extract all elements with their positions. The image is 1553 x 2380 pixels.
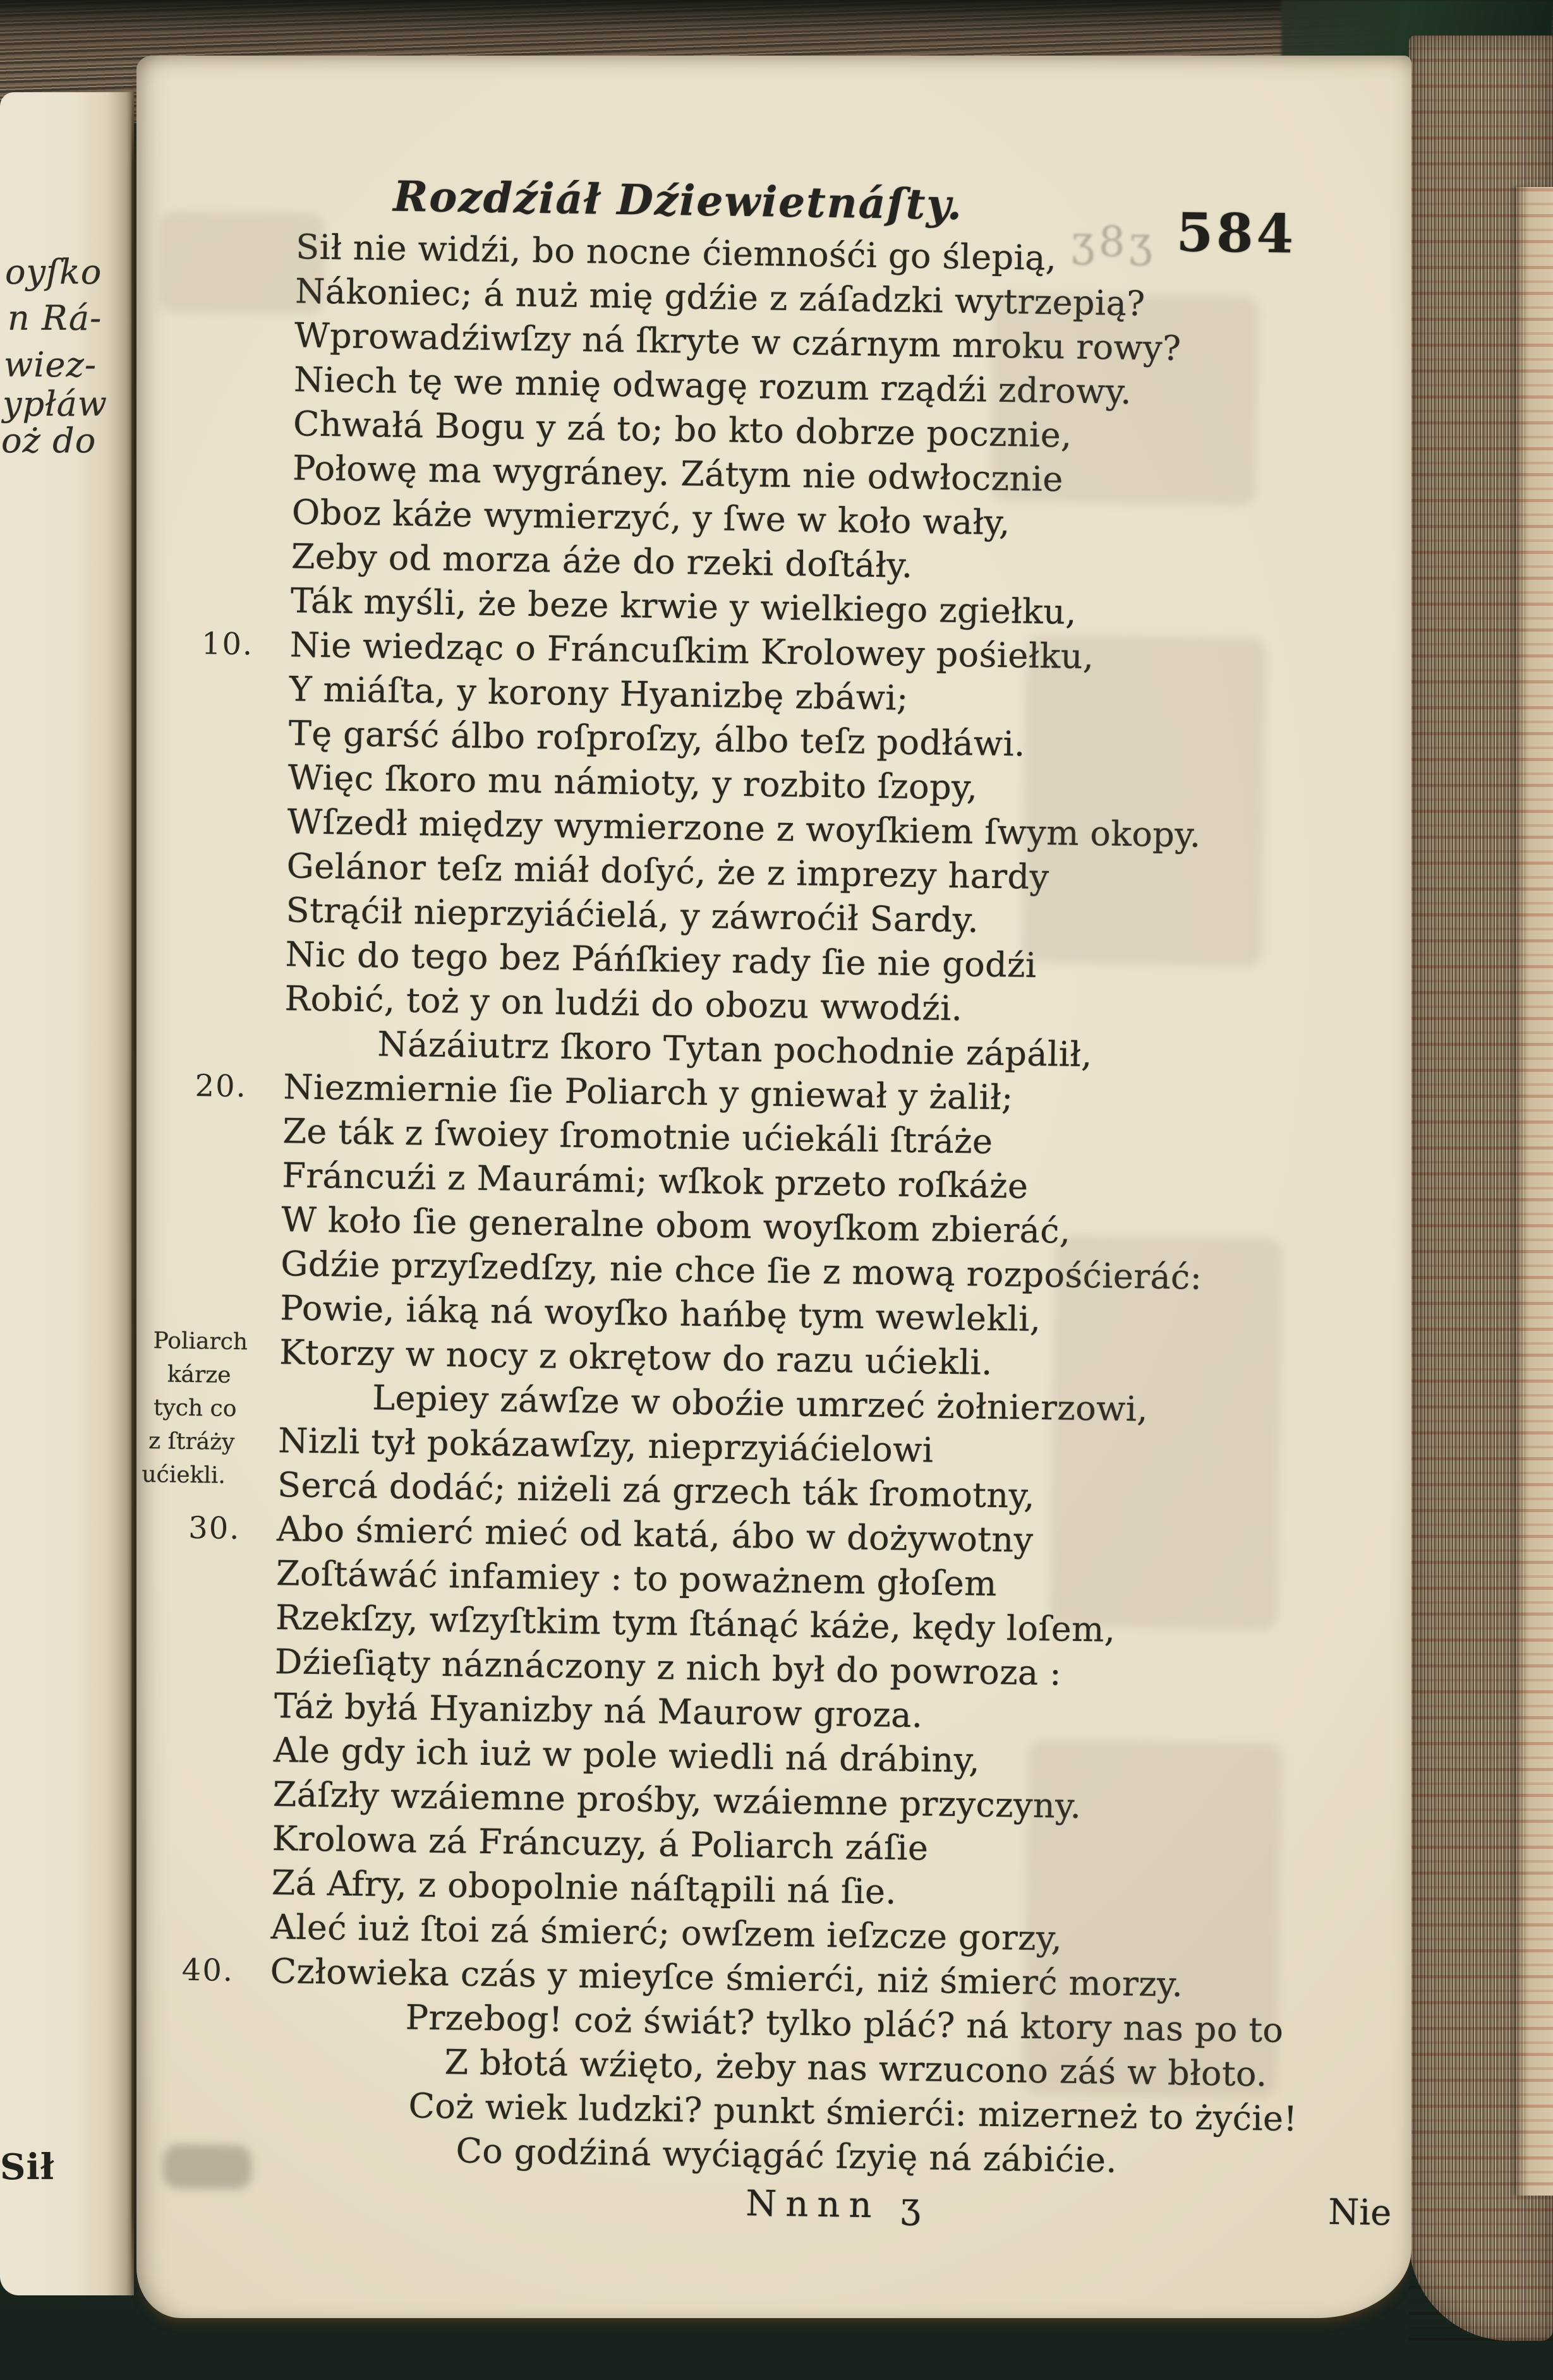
facing-page-fragment: ypłáw [3, 384, 107, 424]
poem-line-text: Gelánor teſz miáł doſyć, że z imprezy hardy [286, 846, 1049, 898]
page-number: 584 [1176, 200, 1297, 265]
poem-line-text: Fráncuźi z Maurámi; wſkok przeto roſkáże [282, 1155, 1029, 1206]
poem-line-text: Abo śmierć mieć od katá, ábo w dożywotny [276, 1509, 1034, 1560]
poem-line-text: Wſzedł między wymierzone z woyſkiem ſwym okopy. [287, 802, 1202, 855]
poem-line-text: Zeby od morza áże do rzeki doſtáły. [291, 536, 914, 586]
poem-line-text: Y miáſta, y korony Hyanizbę zbáwi; [289, 669, 909, 718]
poem-line-text: Człowieka czás y mieyſce śmierći, niż śmierć morzy. [270, 1951, 1183, 2005]
show-through-smudge [1049, 1235, 1283, 1630]
poem-line-text: Gdźie przyſzedſzy, nie chce ſie z mową rozpośćieráć: [280, 1244, 1202, 1297]
ink-offset-smudge [163, 2144, 252, 2190]
facing-page-fragment: oyſko [5, 252, 102, 292]
poem-line-text: Lepiey záwſze w oboźie umrzeć żołnierzowi, [372, 1378, 1149, 1429]
show-through-smudge [990, 293, 1259, 505]
poem-line-text: Zá Afry, z obopolnie náſtąpili ná ſie. [271, 1863, 897, 1912]
poem-line-text: Nizli tył pokázawſzy, nieprzyiáćielowi [277, 1421, 934, 1470]
show-through-smudge [1022, 635, 1267, 967]
poem-line-text: Dźieſiąty náznáczony z nich był do powroza : [274, 1642, 1062, 1693]
margin-note-line: z ſtráży [148, 1428, 235, 1456]
margin-note-line: ućiekli. [142, 1461, 226, 1489]
poem-line-text: Rzekſzy, wſzyſtkim tym ſtánąć káże, kędy loſem, [275, 1597, 1116, 1650]
poem-line-text: Krolowa zá Fráncuzy, á Poliarch záſie [272, 1818, 929, 1868]
catchword: Nie [1327, 2191, 1392, 2234]
poem-line-text: Powie, iáką ná woyſko hańbę tym wewlekli, [279, 1288, 1041, 1339]
poem-line-text: Ze ták z ſwoiey ſromotnie ućiekáli ſtráże [282, 1111, 993, 1162]
poem-line-text: Oboz káże wymierzyć, y ſwe w koło wały, [291, 492, 1011, 543]
facing-page-fragment: oż do [1, 421, 97, 460]
poem-line-text: Co godźiná wyćiągáć ſzyię ná zábićie. [456, 2131, 1118, 2180]
margin-note [142, 1324, 280, 1493]
poem-line-text: Strąćił nieprzyiáćielá, y záwroćił Sardy. [286, 890, 979, 941]
poem-line-text: Táż byłá Hyanizby ná Maurow groza. [274, 1686, 923, 1736]
line-number: 10. [201, 626, 254, 663]
show-through-smudge [1024, 1740, 1281, 2098]
page-content [104, 53, 1413, 2335]
facing-page-fragment: wiez- [4, 345, 97, 385]
poem-line-text: Záſzły wzáiemne prośby, wzáiemne przyczyny. [272, 1774, 1082, 1827]
facing-page-catchword: Sił [0, 2146, 55, 2188]
poem-line-text: Ták myśli, że beze krwie y wielkiego zgiełku, [290, 580, 1077, 632]
line-number: 20. [195, 1068, 248, 1105]
margin-note-line: Poliarch [153, 1328, 248, 1355]
poem-line-text: Nie wiedząc o Fráncuſkim Krolowey pośiełku, [289, 625, 1094, 677]
margin-note-line: tych co [153, 1395, 237, 1422]
poem-line-text: Názáiutrz ſkoro Tytan pochodnie zápálił, [377, 1024, 1093, 1075]
poem-line-text: W koło ſie generalne obom woyſkom zbieráć, [281, 1199, 1071, 1251]
poem-line-text: Zoſtáwáć infamiey : to poważnem głoſem [275, 1553, 998, 1604]
poem-line-text: Z błotá wźięto, żeby nas wrzucono záś w błoto. [444, 2042, 1268, 2095]
poem-line-text: Niech tę we mnię odwagę rozum rządźi zdrowy. [293, 359, 1132, 412]
book-page [136, 56, 1411, 2318]
poem-line-text: Sercá dodáć; niżeli zá grzech ták ſromotny, [277, 1465, 1036, 1516]
poem-line-text: Więc ſkoro mu námioty, y rozbito ſzopy, [287, 757, 978, 808]
poem-line-text: Przebog! coż świát? tylko pláć? ná ktory nas po to [405, 1997, 1284, 2050]
chapter-title: Rozdźiáł Dźiewietnáſty. [392, 171, 964, 229]
margin-note-line: kárze [167, 1361, 231, 1388]
show-through-smudge [159, 211, 325, 315]
poem-line-text: Coż wiek ludzki? punkt śmierći: mizerneż to żyćie! [408, 2086, 1298, 2139]
poem-line-text: Połowę ma wygráney. Zátym nie odwłocznie [292, 448, 1064, 500]
poem-line-text: Ale gdy ich iuż w pole wiedli ná drábiny, [273, 1730, 981, 1781]
line-number: 40. [181, 1952, 234, 1989]
poem-line-text: Wprowadźiwſzy ná ſkryte w czárnym mroku rowy? [294, 315, 1181, 369]
poem-line-text: Niezmiernie ſie Poliarch y gniewał y żalił; [283, 1067, 1014, 1118]
book-fore-edge [1409, 35, 1553, 2341]
poem-line-text: Sił nie widźi, bo nocne ćiemnośći go ślepią, [295, 227, 1057, 279]
poem-line-text: Aleć iuż ſtoi zá śmierć; owſzem ieſzcze gorzy, [270, 1907, 1063, 1959]
poem-line-text: Nic do tego bez Páńſkiey rady ſie nie godźi [285, 934, 1037, 985]
line-number: 30. [188, 1510, 241, 1547]
signature-mark: Nnnn ʒ [745, 2183, 930, 2227]
poem-line-text: Ktorzy w nocy z okrętow do razu ućiekli. [279, 1332, 993, 1383]
poem-line-text: Chwałá Bogu y zá to; bo kto dobrze pocznie, [293, 404, 1073, 455]
facing-page-fragment: n Rá- [8, 298, 102, 338]
poem-line-text: Tę garść álbo roſproſzy, álbo teſz podłáwi. [288, 713, 1026, 764]
poem-line-text: Robić, toż y on ludźi do obozu wwodźi. [284, 978, 963, 1029]
offset-ghost-mark: ʒ8ʒ [1070, 217, 1157, 267]
poem-line-text: Nákoniec; á nuż mię gdźie z záſadzki wytrzepią? [294, 271, 1146, 324]
